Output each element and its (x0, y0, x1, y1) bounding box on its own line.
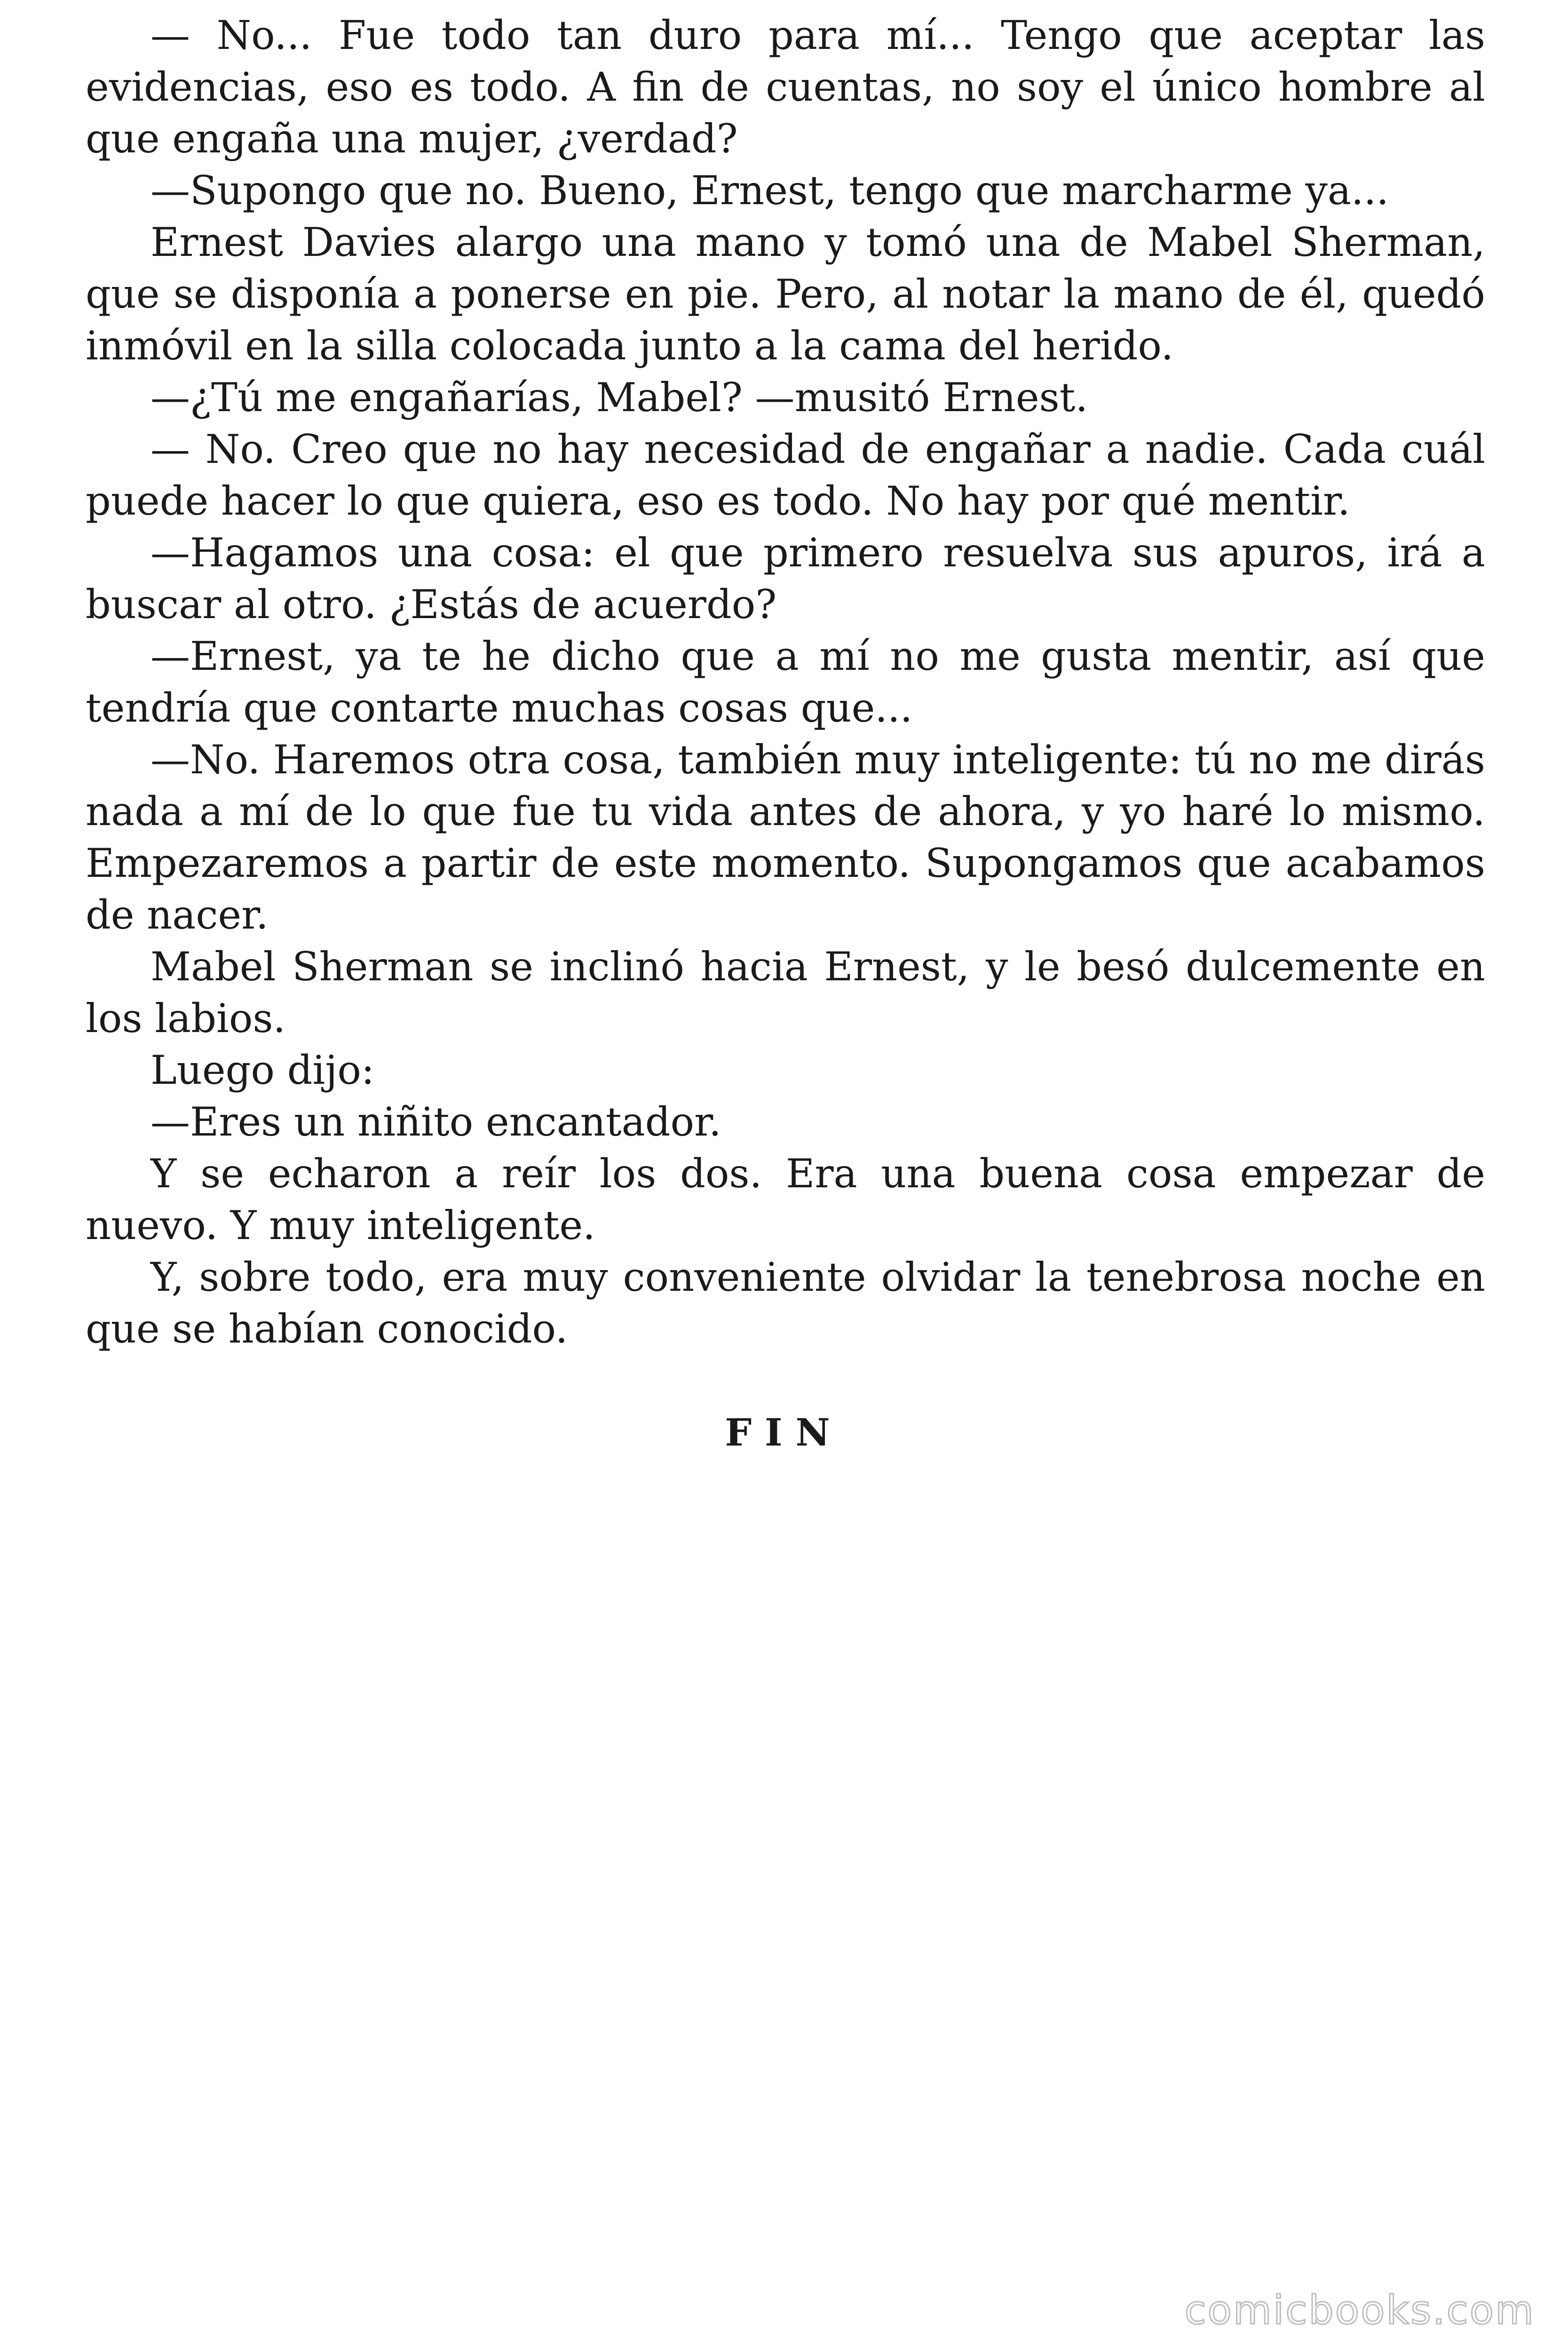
paragraph-13: Y, sobre todo, era muy conveniente olvidar la tenebrosa noche en que se habían conocido. (86, 1254, 1485, 1352)
book-page-text (86, 9, 1485, 1355)
paragraph-8: —No. Haremos otra cosa, también muy inteligente: tú no me dirás nada a mí de lo que fue tu vida antes de ahora, y yo haré lo mismo. Empezaremos a partir de este momento. Supongamos que acabamos de nacer. (86, 737, 1485, 938)
paragraph-11: —Eres un niñito encantador. (150, 1099, 721, 1145)
paragraph-1: — No... Fue todo tan duro para mí... Tengo que aceptar las evidencias, eso es todo. A fin de cuentas, no soy el único hombre al que engaña una mujer, ¿verdad? (86, 12, 1485, 162)
paragraph-6: —Hagamos una cosa: el que primero resuelva sus apuros, irá a buscar al otro. ¿Estás de acuerdo? (86, 530, 1485, 628)
paragraph-5: — No. Creo que no hay necesidad de engañar a nadie. Cada cuál puede hacer lo que quiera, eso es todo. No hay por qué mentir. (86, 426, 1485, 524)
paragraph-3: Ernest Davies alargo una mano y tomó una de Mabel Sherman, que se disponía a ponerse en pie. Pero, al notar la mano de él, quedó inmóvil en la silla colocada junto a la cama del herido. (86, 219, 1485, 369)
paragraph-10: Luego dijo: (150, 1047, 375, 1093)
watermark-text: comicbooks.com (1184, 2287, 1535, 2333)
paragraph-12: Y se echaron a reír los dos. Era una buena cosa empezar de nuevo. Y muy inteligente. (86, 1151, 1485, 1248)
paragraph-9: Mabel Sherman se inclinó hacia Ernest, y le besó dulcemente en los labios. (86, 944, 1485, 1041)
paragraph-7: —Ernest, ya te he dicho que a mí no me gusta mentir, así que tendría que contarte muchas cosas que... (86, 633, 1485, 731)
paragraph-4: —¿Tú me engañarías, Mabel? —musitó Ernest. (150, 374, 1088, 421)
end-mark: FIN (725, 1410, 843, 1454)
paragraph-2: —Supongo que no. Bueno, Ernest, tengo que marcharme ya... (150, 167, 1389, 214)
